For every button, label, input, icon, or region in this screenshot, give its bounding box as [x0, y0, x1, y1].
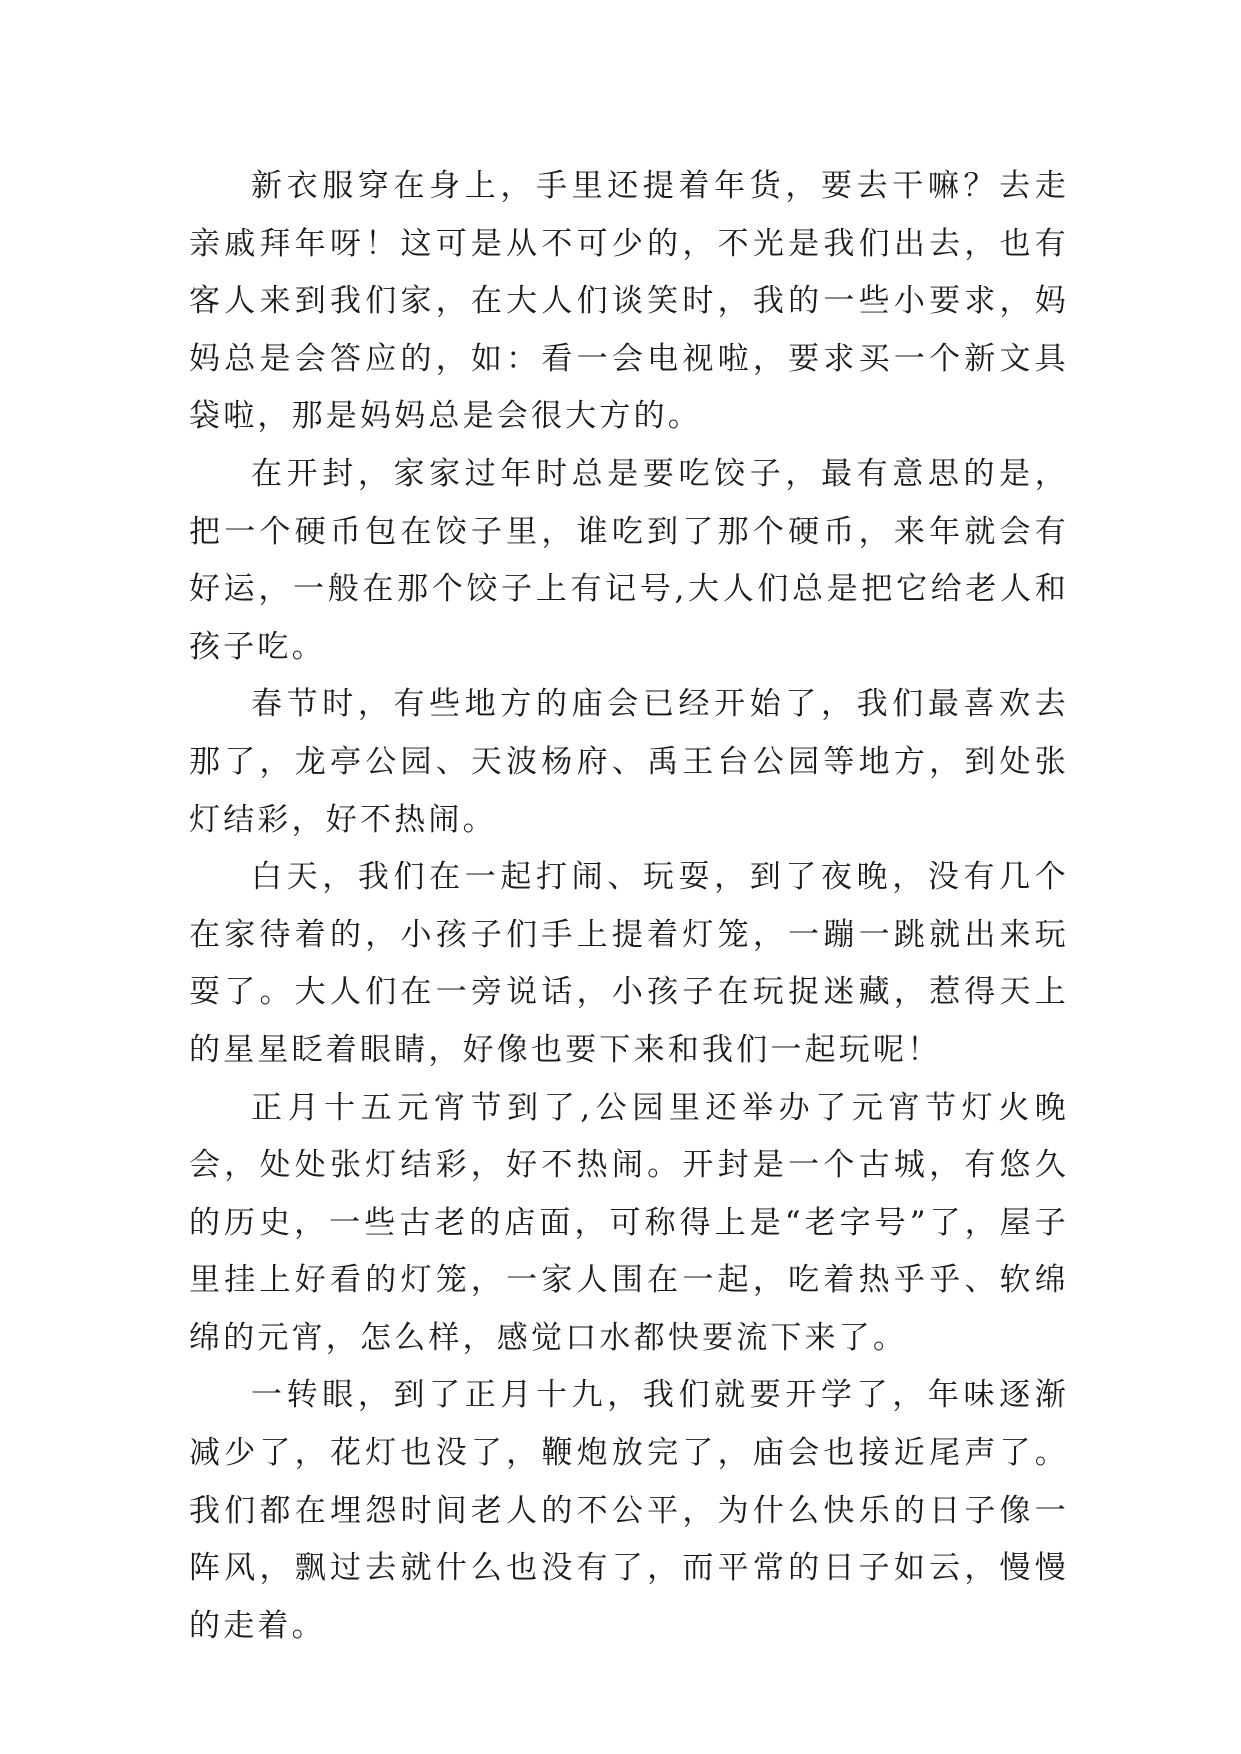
paragraph-playing-at-night: 白天，我们在一起打闹、玩耍，到了夜晚，没有几个在家待着的，小孩子们手上提着灯笼，一蹦一跳就出来玩耍了。大人们在一旁说话，小孩子在玩捉迷藏，惹得天上的星星眨着眼睛，好像也要下来和我们一起玩呢！	[189, 859, 1069, 1068]
paragraph-dumplings: 在开封，家家过年时总是要吃饺子，最有意思的是，把一个硬币包在饺子里，谁吃到了那个硬币，来年就会有好运，一般在那个饺子上有记号,大人们总是把它给老人和孩子吃。	[189, 455, 1069, 665]
paragraph-temple-fair: 春节时，有些地方的庙会已经开始了，我们最喜欢去那了，龙亭公园、天波杨府、禹王台公园等地方，到处张灯结彩，好不热闹。	[189, 686, 1069, 838]
paragraph-visiting-relatives: 新衣服穿在身上，手里还提着年货，要去干嘛？去走亲戚拜年呀！这可是从不可少的，不光是我们出去，也有客人来到我们家，在大人们谈笑时，我的一些小要求，妈妈总是会答应的，如：看一会电视啦，要求买一个新文具袋啦，那是妈妈总是会很大方的。	[189, 168, 1069, 435]
paragraph-end-of-holiday: 一转眼，到了正月十九，我们就要开学了，年味逐渐减少了，花灯也没了，鞭炮放完了，庙会也接近尾声了。我们都在埋怨时间老人的不公平，为什么快乐的日子像一阵风，飘过去就什么也没有了，而平常的日子如云，慢慢的走着。	[189, 1377, 1069, 1644]
paragraph-lantern-festival: 正月十五元宵节到了,公园里还举办了元宵节灯火晚会，处处张灯结彩，好不热闹。开封是一个古城，有悠久的历史，一些古老的店面，可称得上是“老字号”了，屋子里挂上好看的灯笼，一家人围在一起，吃着热乎乎、软绵绵的元宵，怎么样，感觉口水都快要流下来了。	[189, 1089, 1069, 1356]
document-body	[189, 158, 1069, 1655]
